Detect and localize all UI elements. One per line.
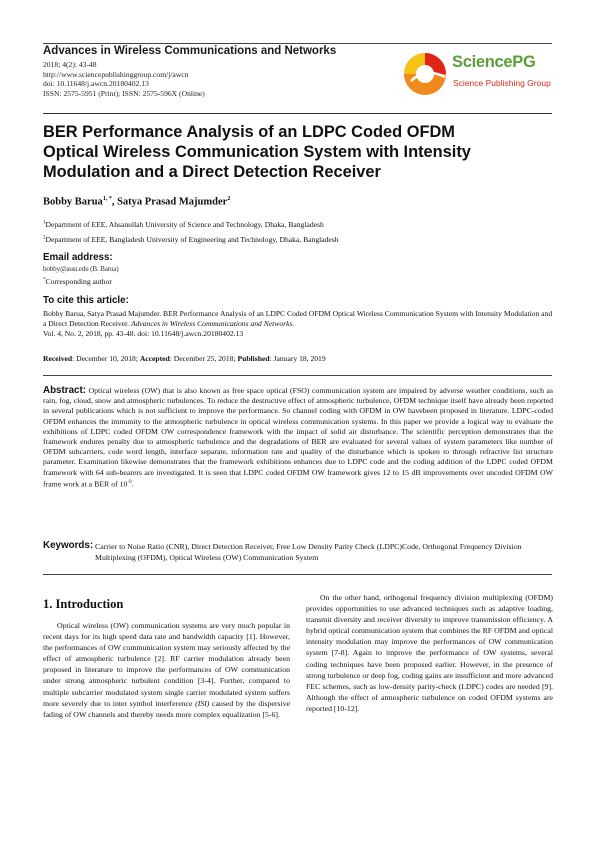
received-date: : December 10, 2018; (72, 354, 140, 363)
affiliation-2 (43, 235, 339, 244)
email-link[interactable]: bobby@aust.edu (B. Barua) (43, 265, 119, 273)
corresponding-note (43, 277, 112, 286)
logo-tagline: Science Publishing Group (453, 78, 551, 88)
intro-paragraph: On the other hand, orthogonal frequency division multiplexing (OFDM) provides opportunities to use advanced techniques such as adaptive loading, transmit diversity and receiver diversity to improve transmission efficiency. A hybrid optical communication system that combines the RF OFDM and optical intensity modulation may improve the performances of OW communication system [7-8]. Again to improve the performance of OW systems, several coding techniques have been proposed earlier. However, in the presence of strong turbulence or deep fog, coding gains are insufficient and more advanced FEC schemes, such as low-density parity-check (LDPC) codes are needed [9]. Although the effect of atmospheric turbulence on coded OFDM systems are reported [10-12]. (306, 593, 553, 713)
keywords-rule (43, 574, 552, 575)
meta-line: doi: 10.11648/j.awcn.20180402.13 (43, 79, 149, 89)
meta-line: ISSN: 2575-5951 (Print); ISSN: 2575-596X (Online) (43, 88, 205, 98)
abstract-label: Abstract: (43, 385, 87, 396)
affiliation-1 (43, 220, 324, 229)
author-superscript: 2 (227, 196, 231, 202)
intro-paragraph-part: caused by the dispersive fading of OW channels and thereby needs more complex equalization [5-6]. (43, 698, 290, 719)
intro-paragraph-part: Optical wireless (OW) communication systems are very much popular in recent days for its high speed data rate and bandwidth capacity [1]. However, the performances of OW communication system may seriously affected by the effect of atmospheric turbulence [2]. RF carrier modulation already been proposed in literature to improve the performances of OW communication under strong atmospheric turbulent condition [3-4]. Further, compared to multiple subcarrier modulated system single carrier modulated system suffers more severely due to inter symbol interference (43, 621, 290, 708)
section-heading: 1. Introduction (43, 597, 124, 611)
keywords-label: Keywords: (43, 540, 94, 551)
corresponding-text: Corresponding author (45, 277, 112, 286)
corresponding-mark: * (43, 277, 46, 283)
header-rule (43, 113, 552, 114)
article-dates (43, 354, 326, 363)
email-heading: Email address: (43, 252, 113, 263)
intro-right-column (306, 592, 553, 714)
abstract (43, 386, 553, 490)
citation (43, 309, 553, 339)
keywords-text: Carrier to Noise Ratio (CNR), Direct Detection Receiver, Free Low Density Parity Check (LDPC)Code, Orthogonal Frequency Division Multiplexing (OFDM), Optical Wireless (OW) Communication System (95, 542, 522, 562)
abstract-text: Optical wireless (OW) that is also known as free space optical (FSO) communication system are impaired by adverse weather conditions, such as rain, fog, cloud, snow and atmospheric turbulences. To reduce the destructive effect of atmospheric turbulence, OFDM technique itself have already been reported in several publications which is not sufficient to improve the performance. So channel coding with OFDM in OW havebeen proposed in literature. LDPC-coded OFDM enhances the immunity to the atmospheric turbulence in optical wireless communication systems. In this paper we provide a logical way to evaluate the exhibitions of LDPC coded OFDM OW correspondence framework with the impact of solid air disturbance. The scientific perception demonstrates that the framework endures penalty due to atmospheric turbulence and the degradations of BER are evaluated for several values of system parameters like number of OFDM subcarriers, code word length, interface separate, information rate and quality of the disturbance which is spoken to through refractive list structure parameter. Examination likewise demonstrates that the framework exhibitions enhances due to LDPC code and the coding addition of the LDPC coded OFDM framework with 64 sub-bearers are investigated. It is seen that LDPC coded OFDM OW framework gives 12 to 15 dB improvements over uncoded OFDM OW frame work at a BER of 10 (43, 386, 553, 489)
abstract-rule (43, 375, 552, 376)
author-name: Satya Prasad Majumder (117, 196, 228, 208)
abstract-end: . (131, 479, 134, 489)
affiliation-mark: 1 (43, 220, 46, 226)
published-label: Published (237, 354, 270, 363)
logo-brand: SciencePG (452, 53, 536, 71)
citation-text: Bobby Barua, Satya Prasad Majumder. BER Performance Analysis of an LDPC Coded OFDM Optical Wireless Communication System with Intensity Modulation and a Direct Detection Receiver. (43, 309, 553, 328)
affiliation-mark: 2 (43, 235, 46, 241)
meta-line: http://www.sciencepublishinggroup.com/j/awcn (43, 69, 189, 79)
affiliation-text: Department of EEE, Ahsanullah University of Science and Technology, Dhaka, Bangladesh (45, 220, 324, 229)
meta-line: 2018; 4(2): 43-48 (43, 60, 97, 69)
intro-isi-term: (ISI) (195, 698, 210, 708)
keywords (43, 540, 553, 563)
author-name: Bobby Barua (43, 196, 103, 208)
author-list (43, 196, 230, 208)
received-label: Received (43, 354, 73, 363)
citation-journal: Advances in Wireless Communications and Networks. (130, 319, 295, 328)
paper-title: BER Performance Analysis of an LDPC Coded OFDM Optical Wireless Communication System with Intensity Modulation and a Direct Detection Receiver (43, 123, 471, 181)
cite-heading: To cite this article: (43, 295, 129, 306)
accepted-date: : December 25, 2018; (169, 354, 238, 363)
intro-left-column (43, 620, 290, 720)
author-separator: , (111, 196, 118, 208)
abstract-exponent: -9 (127, 479, 132, 485)
affiliation-text: Department of EEE, Bangladesh University of Engineering and Technology, Dhaka, Bangladesh (45, 235, 339, 244)
journal-name: Advances in Wireless Communications and Networks (43, 45, 337, 57)
author-superscript: 1, * (102, 196, 112, 202)
top-rule (43, 43, 552, 44)
published-date: : January 18, 2019 (269, 354, 326, 363)
citation-volume[interactable]: Vol. 4, No. 2, 2018, pp. 43-48. doi: 10.11648/j.awcn.20180402.13 (43, 329, 244, 338)
journal-meta (43, 60, 205, 98)
accepted-label: Accepted (139, 354, 170, 363)
sciencepg-logo (401, 51, 551, 97)
